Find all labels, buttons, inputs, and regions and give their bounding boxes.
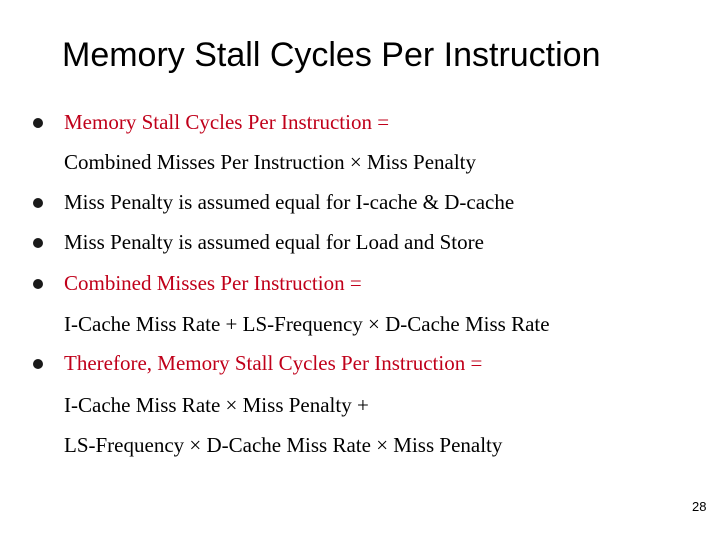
bullet-4-line-2: I-Cache Miss Rate + LS-Frequency × D-Cache Miss Rate — [64, 312, 550, 336]
bullet-5-line-2: I-Cache Miss Rate × Miss Penalty + — [64, 393, 369, 417]
bullet-dot — [33, 279, 43, 289]
bullet-dot — [33, 359, 43, 369]
bullet-dot — [33, 198, 43, 208]
bullet-2-line-1: Miss Penalty is assumed equal for I-cache & D-cache — [64, 190, 515, 214]
bullet-dot — [33, 118, 43, 128]
bullet-1-line-2: Combined Misses Per Instruction × Miss Penalty — [64, 150, 477, 174]
bullet-4-line-1: Combined Misses Per Instruction = — [64, 271, 362, 295]
bullet-3-line-1: Miss Penalty is assumed equal for Load and Store — [64, 230, 484, 254]
slide-title: Memory Stall Cycles Per Instruction — [62, 36, 601, 74]
bullet-5-line-3: LS-Frequency × D-Cache Miss Rate × Miss Penalty — [64, 433, 503, 457]
page-number: 28 — [692, 499, 707, 514]
bullet-1-line-1: Memory Stall Cycles Per Instruction = — [64, 110, 390, 134]
bullet-dot — [33, 238, 43, 248]
bullet-5-line-1: Therefore, Memory Stall Cycles Per Instruction = — [64, 351, 483, 375]
